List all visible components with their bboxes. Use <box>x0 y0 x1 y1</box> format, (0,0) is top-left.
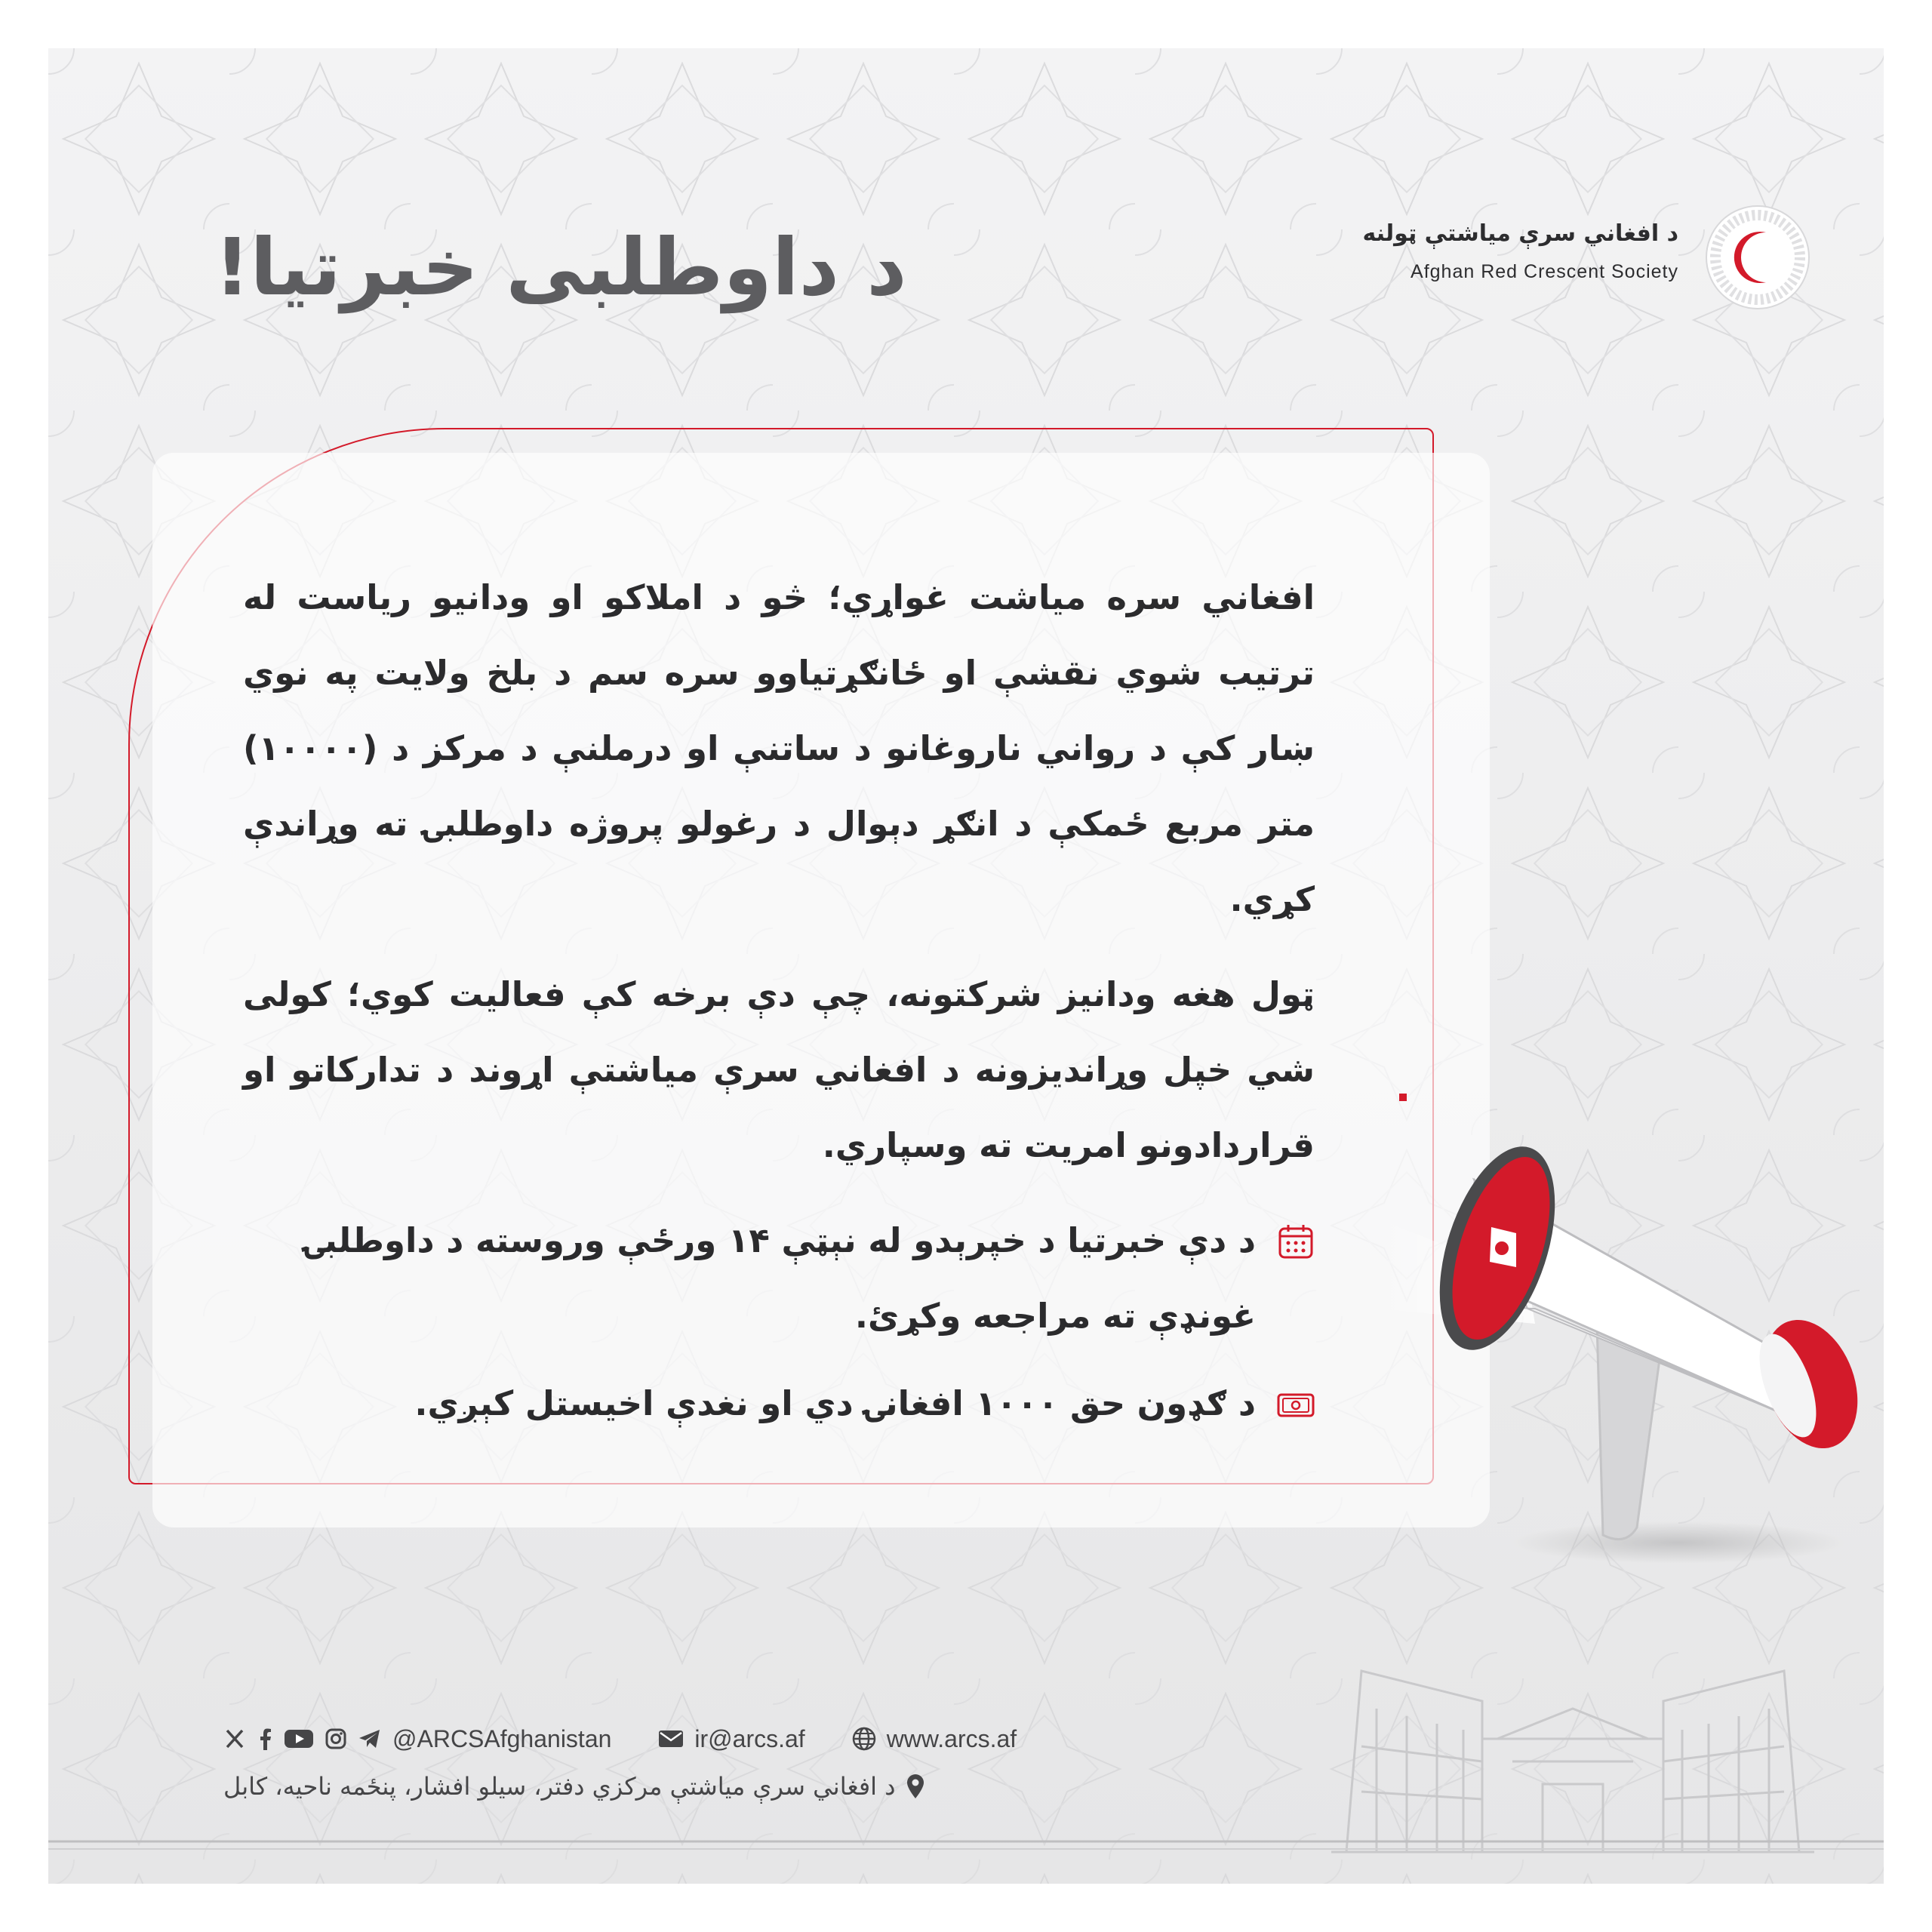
announcement-paragraph-2: ټول هغه ودانیز شرکتونه، چې دې برخه کې فعالیت کوي؛ کولی شي خپل وړاندیزونه د افغاني سرې میاشتې اړوند د تدارکاتو او قراردادونو امریت ته وسپاري. <box>243 974 1315 1165</box>
email-icon <box>658 1729 684 1749</box>
ground-lines <box>48 1837 1884 1867</box>
website-link[interactable]: www.arcs.af <box>886 1724 1017 1752</box>
social-handle[interactable]: @ARCSAfghanistan <box>392 1724 612 1752</box>
announcement-body <box>243 560 1315 1503</box>
bullet-participation-fee-text: د ګډون حق ۱۰۰۰ افغانۍ دي او نغدې اخیستل کېږي. <box>414 1383 1256 1423</box>
globe-icon <box>852 1727 876 1751</box>
youtube-icon[interactable] <box>284 1727 314 1750</box>
organization-name-pashto: د افغاني سرې میاشتې ټولنه <box>1362 220 1678 247</box>
instagram-icon[interactable] <box>325 1727 347 1750</box>
email-address[interactable]: ir@arcs.af <box>694 1724 805 1752</box>
telegram-icon[interactable] <box>358 1727 382 1750</box>
location-pin-icon <box>906 1774 925 1799</box>
announcement-paragraph-1: افغاني سره میاشت غواړي؛ څو د املاکو او ودانیو ریاست له ترتیب شوي نقشې او ځانګړتیاوو سره سم د بلخ ولایت په نوي ښار کې د رواني ناروغانو د ساتنې او درملنې د مرکز د (۱۰۰۰۰) متر مربع ځمکې د انګړ دېوال د رغولو پروژه داوطلبۍ ته وړاندې کړي. <box>243 577 1315 919</box>
footer-contact-bar <box>223 1718 1054 1760</box>
poster-frame <box>48 48 1884 1884</box>
organization-name <box>1331 213 1678 303</box>
page-title: د داوطلبی خبرتیا! <box>214 221 907 313</box>
calendar-icon <box>1277 1223 1315 1260</box>
footer-address <box>223 1760 1069 1813</box>
megaphone-icon <box>1377 1082 1860 1573</box>
organization-name-english: Afghan Red Crescent Society <box>1411 261 1678 282</box>
bullet-meeting-date-text: د دې خبرتیا د خپرېدو له نېټې ۱۴ ورځې وروسته د داوطلبۍ غونډې ته مراجعه وکړئ. <box>304 1220 1256 1336</box>
bullet-meeting-date <box>243 1203 1315 1354</box>
facebook-icon[interactable] <box>257 1727 273 1750</box>
money-icon <box>1277 1386 1315 1423</box>
red-crescent-logo-icon <box>1703 202 1813 312</box>
address-text: د افغاني سرې میاشتې مرکزي دفتر، سیلو افشار، پنځمه ناحیه، کابل <box>223 1772 896 1801</box>
bullet-participation-fee <box>243 1366 1315 1441</box>
x-icon[interactable] <box>223 1727 246 1750</box>
